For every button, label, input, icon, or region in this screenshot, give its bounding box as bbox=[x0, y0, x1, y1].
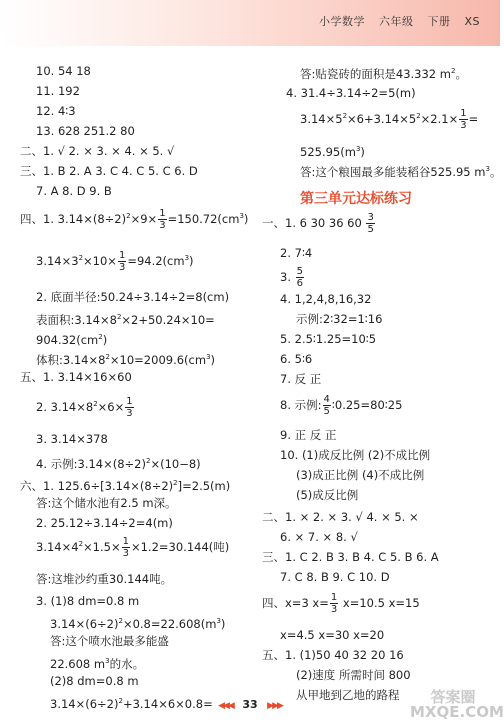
answer-line: 2. 7∶4 bbox=[280, 246, 313, 260]
answer-line bbox=[36, 396, 135, 419]
answer-line: 体积$:3.14\times 8^2\times 10=2009.6(cm^3)$ bbox=[36, 352, 216, 367]
answer-line: $525.95(m^3)$ bbox=[300, 144, 365, 159]
line-text: 四、1. $3.14\times(8\div 2)^2\times 9\times$ bbox=[20, 212, 158, 226]
answer-line: 11. 192 bbox=[36, 84, 80, 98]
answer-line: 2. 底面半径:50.24÷3.14÷2=8(cm) bbox=[36, 290, 230, 304]
line-text: 8. 示例: bbox=[280, 398, 322, 412]
header-term: 下册 bbox=[427, 15, 451, 28]
fraction-denominator: 3 bbox=[122, 548, 129, 559]
answer-line: x=4.5 x=30 x=20 bbox=[280, 628, 385, 642]
fraction bbox=[125, 396, 133, 419]
header-edition: XS bbox=[464, 15, 480, 28]
fraction-denominator: 3 bbox=[330, 604, 338, 615]
line-text: $=94.2(cm^3)$ bbox=[127, 254, 194, 268]
answer-line: 13. 628 251.2 80 bbox=[36, 124, 135, 138]
fraction bbox=[366, 212, 374, 235]
answer-line: 7. C 8. B 9. C 10. D bbox=[280, 570, 390, 584]
header-subject: 小学数学 bbox=[318, 15, 365, 28]
answer-line: 4. 31.4÷3.14÷2=5(m) bbox=[286, 86, 416, 100]
fraction-numerator: 5 bbox=[296, 266, 304, 277]
answer-line: 12. 4∶3 bbox=[36, 104, 76, 118]
line-text: 3. bbox=[280, 270, 295, 284]
answer-line: 22.608 $m^3$的水。 bbox=[50, 656, 145, 671]
answer-line bbox=[262, 212, 376, 235]
answer-line: $904.32(cm^2)$ bbox=[36, 332, 108, 347]
fraction-denominator: 6 bbox=[296, 278, 304, 289]
fraction-denominator: 3 bbox=[159, 220, 166, 231]
line-text: ×1.2=30.144(吨) bbox=[130, 540, 230, 554]
fraction-denominator: 3 bbox=[460, 120, 467, 131]
answer-line bbox=[36, 536, 229, 559]
answer-line: 五、1. (1)50 40 32 20 16 bbox=[262, 648, 404, 662]
answer-line: 答:这个储水池有2.5 m深。 bbox=[36, 496, 177, 510]
answer-line: 5. 2.5∶1.25=10∶5 bbox=[280, 332, 377, 346]
fraction-numerator: 3 bbox=[367, 212, 374, 223]
answer-line bbox=[262, 592, 420, 615]
answer-line bbox=[20, 208, 248, 231]
fraction bbox=[296, 266, 304, 289]
answer-line bbox=[300, 108, 478, 131]
answer-line: 10. 54 18 bbox=[36, 64, 91, 78]
fraction-denominator: 5 bbox=[367, 224, 374, 235]
answer-line: 2. 25.12÷3.14÷2=4(m) bbox=[36, 516, 173, 530]
fraction-denominator: 3 bbox=[126, 408, 133, 419]
answer-line: 10. (1)成反比例 (2)不成比例 bbox=[280, 448, 431, 462]
answer-line: (2)速度 所需时间 800 bbox=[296, 668, 411, 682]
answer-line: $3.14\times(6\div 2)^2\times 0.8=22.608(m^3)$ bbox=[50, 616, 226, 631]
answer-line: $3.14\times(6\div 2)^2+3.14\times 6\times 0.8=$ bbox=[50, 696, 213, 711]
line-text: $=150.72(cm^3)$ bbox=[167, 212, 249, 226]
fraction-denominator: 3 bbox=[118, 262, 126, 273]
answer-line: 六、1. $125.6\div[3.14\times(8\div 2)^2]=2.5(m)$ bbox=[20, 478, 231, 493]
answer-line: 表面积$:3.14\times 8^2\times 2+50.24\times 10=$ bbox=[36, 312, 215, 327]
prev-arrows-icon: ◀◀◀ bbox=[218, 701, 233, 711]
answer-line: 6. × 7. × 8. √ bbox=[280, 530, 358, 544]
next-arrows-icon: ▶▶▶ bbox=[267, 701, 282, 711]
answer-line: 9. 正 反 正 bbox=[280, 428, 337, 442]
watermark-logo: 答案圈 MXQE.COM bbox=[410, 688, 504, 721]
fraction-numerator: 1 bbox=[159, 208, 166, 219]
answer-line bbox=[36, 250, 194, 273]
answer-line: 五、1. 3.14×16×60 bbox=[20, 370, 132, 384]
answer-line: 二、1. √ 2. × 3. × 4. × 5. √ bbox=[20, 144, 175, 158]
answer-line: (3)成正比例 (4)不成比例 bbox=[296, 468, 425, 482]
fraction-numerator: 4 bbox=[323, 394, 330, 405]
answer-line: 答:这个喷水池最多能盛 bbox=[50, 634, 169, 648]
answer-line: 三、1. B 2. A 3. C 4. C 5. C 6. D bbox=[20, 164, 198, 178]
answer-line: 3. (1)8 dm=0.8 m bbox=[36, 594, 140, 608]
section-title: 第三单元达标练习 bbox=[300, 191, 412, 207]
line-text: 一、1. 6 30 36 60 bbox=[262, 216, 366, 230]
page-header-band bbox=[0, 0, 500, 46]
fraction bbox=[459, 108, 467, 131]
fraction bbox=[122, 536, 130, 559]
line-text: ∶0.25=80∶25 bbox=[331, 398, 403, 412]
fraction bbox=[330, 592, 338, 615]
answer-line: 3. 3.14×378 bbox=[36, 432, 108, 446]
answer-line: 答:贴瓷砖的面积是43.332 $m^2$。 bbox=[300, 66, 467, 81]
fraction-numerator: 1 bbox=[122, 536, 129, 547]
line-text: = bbox=[468, 112, 479, 126]
fraction bbox=[158, 208, 166, 231]
line-text: 2. $3.14\times 8^2\times 6\times$ bbox=[36, 400, 125, 414]
header-grade: 六年级 bbox=[378, 15, 414, 28]
fraction bbox=[118, 250, 126, 273]
answer-line bbox=[280, 394, 402, 417]
header-text bbox=[309, 13, 480, 29]
page-number: 33 bbox=[242, 698, 258, 711]
answer-line: 答:这堆沙约重30.144吨。 bbox=[36, 572, 173, 586]
line-text: x=10.5 x=15 bbox=[339, 596, 420, 610]
answer-line bbox=[280, 266, 305, 289]
fraction-numerator: 1 bbox=[118, 250, 126, 261]
answer-line: 三、1. C 2. B 3. B 4. C 5. B 6. A bbox=[262, 550, 439, 564]
fraction-numerator: 1 bbox=[460, 108, 467, 119]
fraction bbox=[323, 394, 331, 417]
line-text: $3.14\times 3^2\times 10\times$ bbox=[36, 254, 117, 268]
answer-line: (2)8 dm=0.8 m bbox=[50, 674, 139, 688]
line-text: $3.14\times 4^2\times 1.5\times$ bbox=[36, 540, 121, 554]
answer-line: 4. 1,2,4,8,16,32 bbox=[280, 292, 372, 306]
answer-line: 从甲地到乙地的路程 bbox=[296, 688, 400, 702]
answer-line: 7. 反 正 bbox=[280, 372, 322, 386]
line-text: $3.14\times 5^2\times 6+3.14\times 5^2\times 2.1\times$ bbox=[300, 112, 459, 126]
fraction-numerator: 1 bbox=[330, 592, 338, 603]
answer-line: 二、1. × 2. × 3. √ 4. × 5. × bbox=[262, 510, 419, 524]
answer-line: 答:这个粮囤最多能装稻谷525.95 $m^3$。 bbox=[300, 164, 502, 179]
fraction-numerator: 1 bbox=[126, 396, 133, 407]
answer-line: 示例:2∶32=1∶16 bbox=[296, 312, 383, 326]
fraction-denominator: 5 bbox=[323, 406, 330, 417]
answer-line: 7. A 8. D 9. B bbox=[36, 184, 112, 198]
answer-line: (5)成反比例 bbox=[296, 488, 359, 502]
answer-line: 4. 示例$:3.14\times(8\div 2)^2\times(10-8)$ bbox=[36, 456, 201, 471]
line-text: 四、x=3 x= bbox=[262, 596, 329, 610]
answer-line: 6. 5∶6 bbox=[280, 352, 313, 366]
